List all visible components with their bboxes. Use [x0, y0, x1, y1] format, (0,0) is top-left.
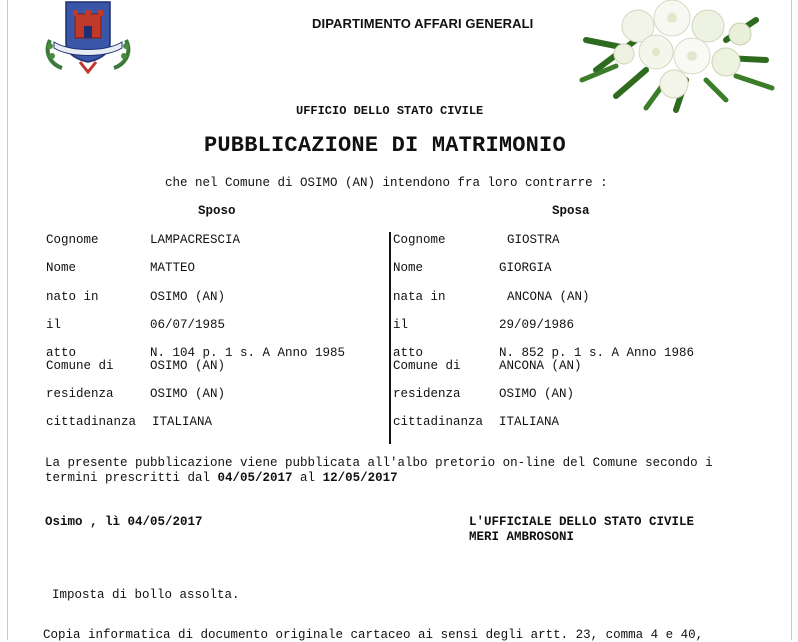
notice-date-from: 04/05/2017 — [217, 471, 293, 485]
field-label: il — [393, 318, 409, 332]
publication-notice — [45, 456, 770, 486]
field-value: GIORGIA — [499, 261, 552, 275]
field-label: cittadinanza — [393, 415, 484, 429]
field-label: il — [46, 318, 62, 332]
field-value: ANCONA (AN) — [507, 290, 590, 304]
bride-heading: Sposa — [552, 204, 590, 218]
field-value: OSIMO (AN) — [150, 387, 226, 401]
document-title: PUBBLICAZIONE DI MATRIMONIO — [204, 133, 566, 158]
page-right-edge — [791, 0, 792, 640]
field-label: Nome — [46, 261, 77, 275]
wedding-bouquet-icon — [576, 0, 780, 118]
office-name: UFFICIO DELLO STATO CIVILE — [296, 104, 484, 118]
field-value: OSIMO (AN) — [150, 290, 226, 304]
groom-heading: Sposo — [198, 204, 236, 218]
official-signature-block — [469, 515, 694, 545]
field-label: nata in — [393, 290, 446, 304]
field-value: N. 104 p. 1 s. A Anno 1985 — [150, 346, 346, 360]
field-label: Cognome — [393, 233, 446, 247]
notice-text: La presente pubblicazione viene pubblicata all'albo pretorio on-line del Comune secondo i termini prescritti dal — [45, 456, 713, 485]
stamp-duty-note: Imposta di bollo assolta. — [52, 588, 240, 602]
department-title: DIPARTIMENTO AFFARI GENERALI — [312, 16, 534, 31]
column-divider — [389, 232, 391, 444]
field-value: MATTEO — [150, 261, 196, 275]
field-label: nato in — [46, 290, 99, 304]
field-label: cittadinanza — [46, 415, 137, 429]
field-value: ITALIANA — [499, 415, 560, 429]
intro-text: che nel Comune di OSIMO (AN) intendono fra loro contrarre : — [165, 176, 608, 190]
field-label: atto — [393, 346, 424, 360]
field-value: 29/09/1986 — [499, 318, 575, 332]
field-value: N. 852 p. 1 s. A Anno 1986 — [499, 346, 695, 360]
field-label: residenza — [46, 387, 114, 401]
field-value: OSIMO (AN) — [499, 387, 575, 401]
field-value: ANCONA (AN) — [499, 359, 582, 373]
field-label: Comune di — [393, 359, 461, 373]
field-label: Nome — [393, 261, 424, 275]
notice-date-to: 12/05/2017 — [322, 471, 398, 485]
field-value: LAMPACRESCIA — [150, 233, 241, 247]
notice-text-middle: al — [292, 471, 323, 485]
field-label: Cognome — [46, 233, 99, 247]
page-left-edge — [7, 0, 8, 640]
municipal-crest-icon — [40, 0, 136, 74]
official-name: MERI AMBROSONI — [469, 530, 575, 544]
field-value: GIOSTRA — [507, 233, 560, 247]
field-label: residenza — [393, 387, 461, 401]
field-value: 06/07/1985 — [150, 318, 226, 332]
place-and-date: Osimo , lì 04/05/2017 — [45, 515, 203, 529]
field-label: Comune di — [46, 359, 114, 373]
field-value: ITALIANA — [152, 415, 213, 429]
field-label: atto — [46, 346, 77, 360]
digital-copy-note: Copia informatica di documento originale cartaceo ai sensi degli artt. 23, comma 4 e 40, — [43, 628, 704, 642]
field-value: OSIMO (AN) — [150, 359, 226, 373]
official-role: L'UFFICIALE DELLO STATO CIVILE — [469, 515, 695, 529]
